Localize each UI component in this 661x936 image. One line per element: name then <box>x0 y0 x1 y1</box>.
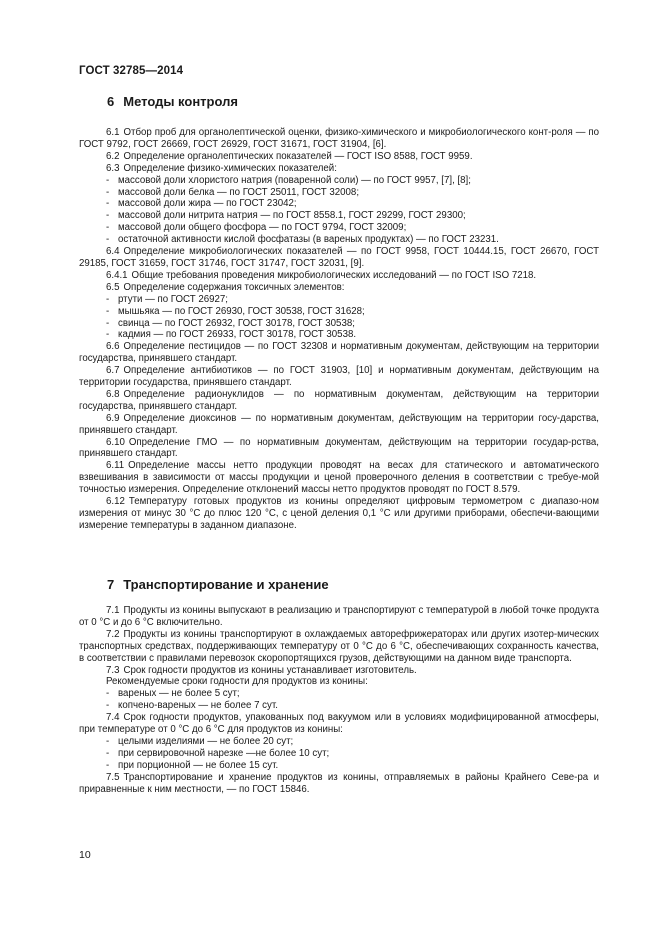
clause-number: 7.2 <box>106 628 120 640</box>
list-item-text: остаточной активности кислой фосфатазы (в вареных продуктах) — по ГОСТ 23231. <box>118 234 499 246</box>
section-number: 7 <box>107 577 115 592</box>
paragraph <box>79 676 599 688</box>
paragraph-text: Срок годности продуктов из конины устанавливает изготовитель. <box>123 664 417 676</box>
paragraph <box>79 437 599 461</box>
list-item-text: массовой доли хлористого натрия (поваренной соли) — по ГОСТ 9957, [7], [8]; <box>118 174 471 186</box>
list-dash: - <box>106 198 110 210</box>
paragraph-text: Определение антибиотиков — по ГОСТ 31903, [10] и нормативным документам, действующим на территории государства, принявшего стандарт. <box>79 365 599 389</box>
list-dash: - <box>106 174 110 186</box>
clause-number: 6.4 <box>106 246 120 258</box>
paragraph-text: Определение радионуклидов — по нормативным документам, действующим на территории государства, принявшего стандарт. <box>79 388 599 412</box>
list-dash: - <box>106 186 110 198</box>
clause-number: 6.1 <box>106 127 120 138</box>
list-item-text: ртути — по ГОСТ 26927; <box>118 293 228 305</box>
list-dash: - <box>106 759 110 771</box>
list-dash: - <box>106 329 110 341</box>
clause-number: 6.12 <box>106 496 125 508</box>
list-item-text: вареных — не более 5 сут; <box>118 688 240 700</box>
clause-number: 7.4 <box>106 712 120 724</box>
page-number: 10 <box>79 849 91 861</box>
list-dash: - <box>106 688 110 700</box>
paragraph <box>79 163 599 175</box>
clause-number: 6.5 <box>106 281 120 293</box>
paragraph <box>79 460 599 496</box>
paragraph-text: Определение микробиологических показателей — по ГОСТ 9958, ГОСТ 10444.15, ГОСТ 26670, ГОСТ 29185, ГОСТ 31659, ГОСТ 31746, ГОСТ 31747, ГОСТ 32031, [9]. <box>79 246 599 269</box>
paragraph-text: Определение физико-химических показателей: <box>123 162 337 174</box>
list-item <box>79 294 599 306</box>
paragraph-text: Определение органолептических показателей — ГОСТ ISO 8588, ГОСТ 9959. <box>123 150 473 162</box>
list-item <box>79 198 599 210</box>
list-item-text: массовой доли нитрита натрия — по ГОСТ 8558.1, ГОСТ 29299, ГОСТ 29300; <box>118 210 466 222</box>
clause-number: 6.6 <box>106 341 120 353</box>
list-item-text: целыми изделиями — не более 20 сут; <box>118 735 294 747</box>
list-dash: - <box>106 735 110 747</box>
paragraph-text: Продукты из конины транспортируют в охлаждаемых авторефрижераторах или других изотер-мических транспортных средствах, поддерживающих температуру от 0 °С до 6 °С, обеспечивающих сохранность качества, в соответствии с правилами перевозок скоропортящихся грузов, действующими на данном виде транспорта. <box>79 628 599 664</box>
paragraph <box>79 665 599 677</box>
paragraph-text: Определение ГМО — по нормативным документам, действующим на территории государ-рства, принявшего стандарт. <box>79 436 599 460</box>
section-title: Транспортирование и хранение <box>123 577 329 592</box>
section-7-heading <box>79 577 627 592</box>
section-number: 6 <box>107 94 115 109</box>
paragraph-text: Общие требования проведения микробиологических исследований — по ГОСТ ISO 7218. <box>131 269 537 281</box>
paragraph <box>79 772 599 796</box>
list-dash: - <box>106 747 110 759</box>
list-item-text: при сервировочной нарезке —не более 10 сут; <box>118 747 330 759</box>
paragraph <box>79 413 599 437</box>
list-item-text: массовой доли общего фосфора — по ГОСТ 9794, ГОСТ 32009; <box>118 222 407 234</box>
paragraph-text: Определение содержания токсичных элементов: <box>123 281 345 293</box>
paragraph <box>79 270 599 282</box>
paragraph-text: Продукты из конины выпускают в реализацию и транспортируют с температурой в любой точке продукта от 0 °С и до 6 °С включительно. <box>79 605 599 628</box>
paragraph <box>79 282 599 294</box>
list-item <box>79 688 599 700</box>
document-header: ГОСТ 32785—2014 <box>79 65 184 77</box>
clause-number: 6.8 <box>106 388 120 400</box>
list-item-text: при порционной — не более 15 сут. <box>118 759 279 771</box>
paragraph <box>79 712 599 736</box>
paragraph-text: Отбор проб для органолептической оценки, физико-химического и микробиологического конт-роля — по ГОСТ 9792, ГОСТ 26669, ГОСТ 26929, ГОСТ 31671, ГОСТ 31904, [6]. <box>79 127 599 150</box>
list-item-text: массовой доли жира — по ГОСТ 23042; <box>118 198 297 210</box>
paragraph <box>79 496 599 532</box>
list-item <box>79 234 599 246</box>
list-item-text: свинца — по ГОСТ 26932, ГОСТ 30178, ГОСТ 30538; <box>118 317 355 329</box>
clause-number: 6.4.1 <box>106 269 128 281</box>
list-dash: - <box>106 234 110 246</box>
paragraph-text: Определение массы нетто продукции проводят на весах для статического и автоматического взвешивания в зависимости от массы продукции и ценой проверочного деления в соответствии с требуе-мой точностью измерения. Определение отклонений массы нетто продуктов проводят по ГОСТ 8.579. <box>79 460 599 496</box>
section-7-body <box>79 605 599 796</box>
section-title: Методы контроля <box>123 94 238 109</box>
list-item <box>79 736 599 748</box>
list-item-text: массовой доли белка — по ГОСТ 25011, ГОСТ 32008; <box>118 186 360 198</box>
clause-number: 6.11 <box>106 460 125 472</box>
paragraph <box>79 341 599 365</box>
section-6-body <box>79 127 599 532</box>
paragraph-text: Определение пестицидов — по ГОСТ 32308 и нормативным документам, действующим на территории государства, принявшего стандарт. <box>79 341 599 365</box>
list-dash: - <box>106 305 110 317</box>
section-6-heading <box>79 94 627 109</box>
paragraph-text: Рекомендуемые сроки годности для продуктов из конины: <box>106 676 368 688</box>
list-item <box>79 748 599 760</box>
paragraph <box>79 246 599 270</box>
list-item <box>79 760 599 772</box>
paragraph-text: Определение диоксинов — по нормативным документам, действующим на территории госу-дарства, принявшего стандарт. <box>79 412 599 436</box>
paragraph-text: Транспортирование и хранение продуктов из конины, отправляемых в районы Крайнего Севе-ра и приравненные к ним местности, — по ГОСТ 15846. <box>79 771 599 795</box>
paragraph <box>79 365 599 389</box>
paragraph-text: Температуру готовых продуктов из конины определяют цифровым термометром с диапазо-ном измерения от минус 30 °С до плюс 120 °С, с ценой деления 0,1 °С или другими приборами, обеспечи-вающими измерение температуры в заданном диапазоне. <box>79 496 599 531</box>
paragraph <box>79 127 599 151</box>
list-item-text: копчено-вареных — не более 7 сут. <box>118 700 278 712</box>
list-dash: - <box>106 222 110 234</box>
list-dash: - <box>106 210 110 222</box>
list-item-text: мышьяка — по ГОСТ 26930, ГОСТ 30538, ГОСТ 31628; <box>118 305 365 317</box>
list-item <box>79 318 599 330</box>
clause-number: 6.3 <box>106 162 120 174</box>
list-item-text: кадмия — по ГОСТ 26933, ГОСТ 30178, ГОСТ 30538. <box>118 329 357 341</box>
clause-number: 7.1 <box>106 605 120 616</box>
list-item <box>79 329 599 341</box>
list-item <box>79 700 599 712</box>
clause-number: 6.7 <box>106 365 120 377</box>
clause-number: 7.3 <box>106 664 120 676</box>
clause-number: 6.10 <box>106 436 125 448</box>
paragraph <box>79 151 599 163</box>
list-item <box>79 222 599 234</box>
paragraph <box>79 629 599 665</box>
list-dash: - <box>106 700 110 712</box>
list-item <box>79 210 599 222</box>
list-dash: - <box>106 293 110 305</box>
clause-number: 6.9 <box>106 412 120 424</box>
paragraph <box>79 389 599 413</box>
paragraph <box>79 605 599 629</box>
list-item <box>79 187 599 199</box>
clause-number: 7.5 <box>106 771 120 783</box>
clause-number: 6.2 <box>106 150 120 162</box>
paragraph-text: Срок годности продуктов, упакованных под вакуумом или в условиях модифицированной атмосферы, при температуре от 0 °С до 6 °С для продуктов из конины: <box>79 712 599 736</box>
list-item <box>79 175 599 187</box>
list-item <box>79 306 599 318</box>
list-dash: - <box>106 317 110 329</box>
